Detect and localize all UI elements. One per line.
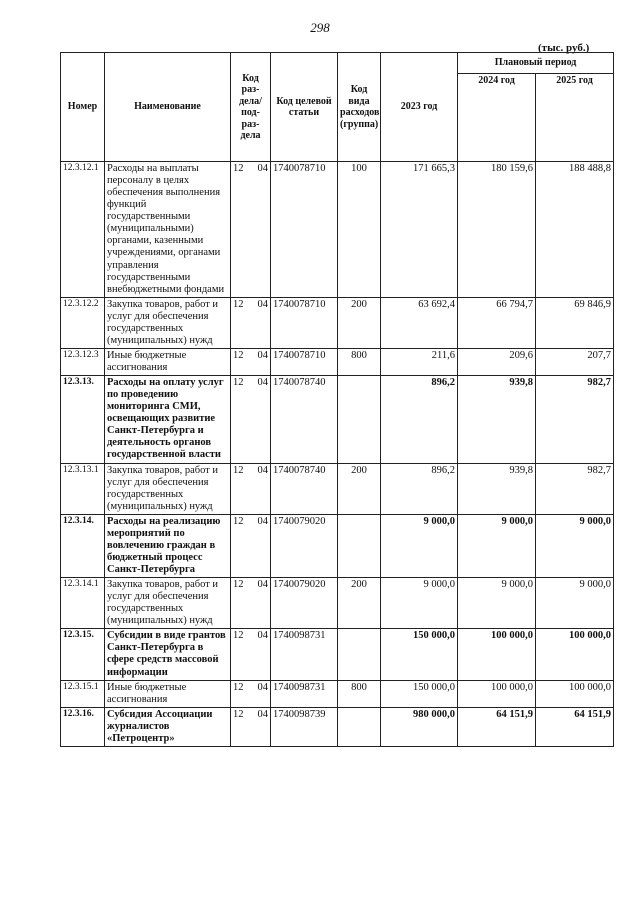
- row-section: 12: [231, 578, 249, 629]
- row-expense-type: [338, 376, 381, 463]
- table-row: [61, 463, 614, 514]
- row-target-code: 1740098731: [271, 680, 338, 707]
- row-number: 12.3.13.: [61, 376, 105, 463]
- row-amount-2023: 896,2: [381, 376, 458, 463]
- row-name: Расходы на выплаты персоналу в целях обеспечения выполнения функций государственными (муниципальными) органами, казенными учреждениями, органами управления государственными внебюджетными фондами: [105, 162, 231, 298]
- row-amount-2025: 207,7: [536, 348, 614, 375]
- budget-table: [60, 52, 614, 747]
- row-subsection: 04: [249, 629, 271, 680]
- row-target-code: 1740078740: [271, 463, 338, 514]
- header-year-2024: 2024 год: [458, 74, 536, 162]
- row-amount-2023: 171 665,3: [381, 162, 458, 298]
- table-row: [61, 707, 614, 746]
- row-target-code: 1740078710: [271, 297, 338, 348]
- row-section: 12: [231, 707, 249, 746]
- table-row: [61, 162, 614, 298]
- row-expense-type: 800: [338, 680, 381, 707]
- table-row: [61, 376, 614, 463]
- row-name: Закупка товаров, работ и услуг для обеспечения государственных (муниципальных) нужд: [105, 463, 231, 514]
- row-amount-2024: 64 151,9: [458, 707, 536, 746]
- table-row: [61, 297, 614, 348]
- row-expense-type: 200: [338, 578, 381, 629]
- table-row: [61, 514, 614, 577]
- row-target-code: 1740098731: [271, 629, 338, 680]
- row-name: Субсидия Ассоциации журналистов «Петроцентр»: [105, 707, 231, 746]
- row-amount-2024: 939,8: [458, 376, 536, 463]
- row-expense-type: 200: [338, 463, 381, 514]
- table-row: [61, 348, 614, 375]
- row-subsection: 04: [249, 707, 271, 746]
- header-expense-type-code: Код вида расходов (группа): [338, 53, 381, 162]
- row-name: Закупка товаров, работ и услуг для обеспечения государственных (муниципальных) нужд: [105, 297, 231, 348]
- row-amount-2025: 9 000,0: [536, 514, 614, 577]
- row-subsection: 04: [249, 348, 271, 375]
- table-row: [61, 629, 614, 680]
- row-subsection: 04: [249, 463, 271, 514]
- row-amount-2025: 100 000,0: [536, 629, 614, 680]
- header-section-code: Код раз-дела/ под-раз-дела: [231, 53, 271, 162]
- row-expense-type: [338, 707, 381, 746]
- table-row: [61, 578, 614, 629]
- row-amount-2024: 939,8: [458, 463, 536, 514]
- row-amount-2023: 211,6: [381, 348, 458, 375]
- row-number: 12.3.12.2: [61, 297, 105, 348]
- row-number: 12.3.13.1: [61, 463, 105, 514]
- row-section: 12: [231, 463, 249, 514]
- row-subsection: 04: [249, 514, 271, 577]
- row-target-code: 1740079020: [271, 578, 338, 629]
- row-name: Субсидии в виде грантов Санкт-Петербурга в сфере средств массовой информации: [105, 629, 231, 680]
- row-number: 12.3.16.: [61, 707, 105, 746]
- units-label: (тыс. руб.): [538, 42, 590, 54]
- row-amount-2025: 982,7: [536, 463, 614, 514]
- row-target-code: 1740078710: [271, 348, 338, 375]
- row-amount-2025: 100 000,0: [536, 680, 614, 707]
- page-number: 298: [310, 20, 330, 35]
- row-amount-2023: 63 692,4: [381, 297, 458, 348]
- row-expense-type: [338, 514, 381, 577]
- row-subsection: 04: [249, 297, 271, 348]
- row-subsection: 04: [249, 162, 271, 298]
- row-amount-2024: 100 000,0: [458, 680, 536, 707]
- row-subsection: 04: [249, 376, 271, 463]
- row-number: 12.3.12.3: [61, 348, 105, 375]
- row-amount-2024: 100 000,0: [458, 629, 536, 680]
- row-amount-2023: 980 000,0: [381, 707, 458, 746]
- row-name: Иные бюджетные ассигнования: [105, 348, 231, 375]
- table-row: [61, 680, 614, 707]
- row-amount-2024: 66 794,7: [458, 297, 536, 348]
- row-section: 12: [231, 629, 249, 680]
- row-expense-type: 100: [338, 162, 381, 298]
- row-amount-2023: 896,2: [381, 463, 458, 514]
- row-amount-2023: 150 000,0: [381, 629, 458, 680]
- header-name: Наименование: [105, 53, 231, 162]
- row-subsection: 04: [249, 578, 271, 629]
- header-year-2023: 2023 год: [381, 53, 458, 162]
- row-name: Расходы на оплату услуг по проведению мониторинга СМИ, освещающих развитие Санкт-Петербурга и деятельность органов государственной власти: [105, 376, 231, 463]
- row-amount-2025: 982,7: [536, 376, 614, 463]
- row-amount-2024: 9 000,0: [458, 514, 536, 577]
- row-number: 12.3.12.1: [61, 162, 105, 298]
- row-expense-type: 200: [338, 297, 381, 348]
- row-section: 12: [231, 680, 249, 707]
- row-name: Закупка товаров, работ и услуг для обеспечения государственных (муниципальных) нужд: [105, 578, 231, 629]
- row-section: 12: [231, 348, 249, 375]
- row-amount-2024: 9 000,0: [458, 578, 536, 629]
- row-target-code: 1740098739: [271, 707, 338, 746]
- header-target-code: Код целевой статьи: [271, 53, 338, 162]
- row-amount-2024: 180 159,6: [458, 162, 536, 298]
- table-body: [61, 162, 614, 747]
- row-target-code: 1740079020: [271, 514, 338, 577]
- row-section: 12: [231, 376, 249, 463]
- row-name: Расходы на реализацию мероприятий по вовлечению граждан в бюджетный процесс Санкт-Петербурга: [105, 514, 231, 577]
- header-number: Номер: [61, 53, 105, 162]
- row-section: 12: [231, 162, 249, 298]
- row-amount-2023: 150 000,0: [381, 680, 458, 707]
- row-amount-2023: 9 000,0: [381, 514, 458, 577]
- row-number: 12.3.14.: [61, 514, 105, 577]
- row-number: 12.3.15.1: [61, 680, 105, 707]
- row-target-code: 1740078710: [271, 162, 338, 298]
- row-section: 12: [231, 297, 249, 348]
- row-name: Иные бюджетные ассигнования: [105, 680, 231, 707]
- row-amount-2023: 9 000,0: [381, 578, 458, 629]
- header-planned-period: Плановый период: [458, 53, 614, 74]
- row-expense-type: [338, 629, 381, 680]
- row-number: 12.3.14.1: [61, 578, 105, 629]
- row-amount-2025: 64 151,9: [536, 707, 614, 746]
- row-target-code: 1740078740: [271, 376, 338, 463]
- row-number: 12.3.15.: [61, 629, 105, 680]
- row-amount-2024: 209,6: [458, 348, 536, 375]
- row-expense-type: 800: [338, 348, 381, 375]
- row-amount-2025: 9 000,0: [536, 578, 614, 629]
- header-year-2025: 2025 год: [536, 74, 614, 162]
- row-subsection: 04: [249, 680, 271, 707]
- row-amount-2025: 69 846,9: [536, 297, 614, 348]
- row-amount-2025: 188 488,8: [536, 162, 614, 298]
- row-section: 12: [231, 514, 249, 577]
